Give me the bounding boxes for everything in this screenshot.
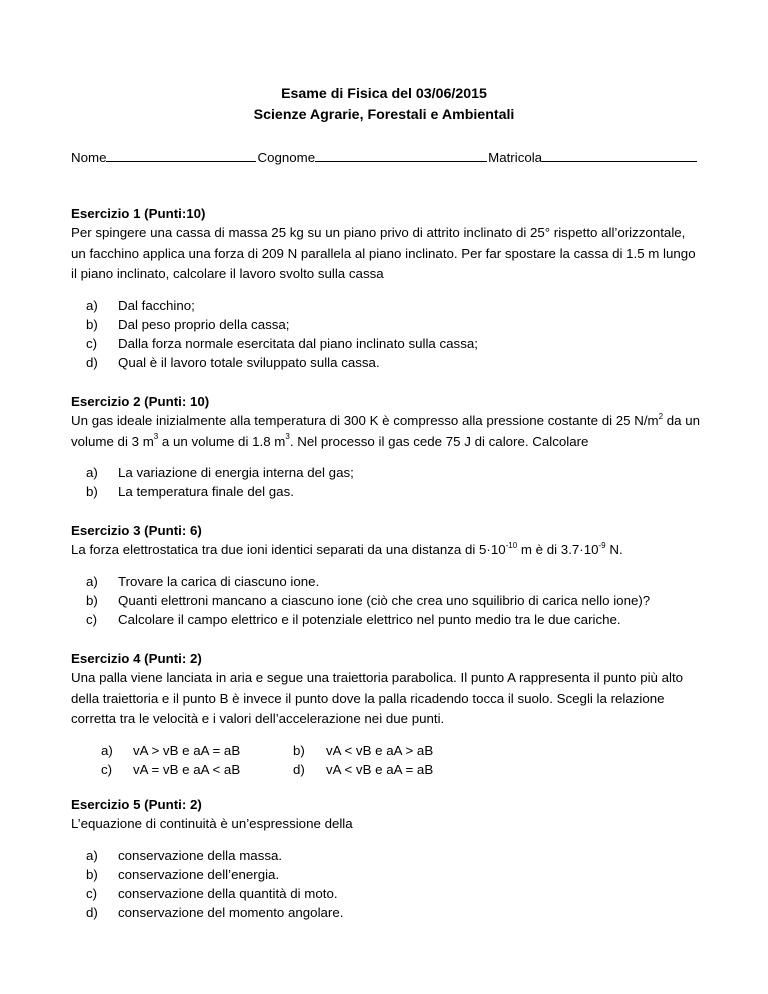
exercise-heading: Esercizio 1 (Punti:10) xyxy=(71,206,206,221)
exercise-heading: Esercizio 4 (Punti: 2) xyxy=(71,651,202,666)
item-letter: c) xyxy=(86,335,98,351)
exercise-2 xyxy=(71,393,701,501)
list-item xyxy=(86,846,701,865)
exercise-text xyxy=(71,540,701,561)
header xyxy=(0,84,768,126)
item-letter: b) xyxy=(86,866,98,882)
superscript: 2 xyxy=(658,411,664,421)
list-item xyxy=(86,482,701,501)
answer-list xyxy=(71,846,701,922)
list-item xyxy=(86,315,701,334)
text-part: a un volume di 1.8 m xyxy=(158,433,286,449)
answer-list xyxy=(71,463,701,501)
list-item xyxy=(86,884,701,903)
answer-list xyxy=(71,572,701,629)
exercise-text xyxy=(71,411,701,452)
exercise-heading: Esercizio 5 (Punti: 2) xyxy=(71,797,202,812)
item-text: conservazione del momento angolare. xyxy=(118,904,344,920)
superscript: 3 xyxy=(153,432,159,442)
text-part: N. xyxy=(605,542,623,557)
answer-grid xyxy=(71,741,701,779)
list-item xyxy=(86,353,701,372)
item-text: Quanti elettroni mancano a ciascuno ione (ciò che crea uno squilibrio di carica nello ione)? xyxy=(118,592,651,608)
student-fields xyxy=(71,150,701,165)
item-text: conservazione della quantità di moto. xyxy=(118,885,338,901)
list-item xyxy=(86,296,701,315)
list-item xyxy=(86,591,701,610)
superscript: -10 xyxy=(505,540,518,550)
name-label: Nome xyxy=(71,150,107,165)
list-item xyxy=(86,572,701,591)
item-letter: d) xyxy=(86,904,98,920)
list-item xyxy=(86,610,701,629)
item-letter: b) xyxy=(86,592,98,608)
item-letter: d) xyxy=(293,761,305,777)
item-letter: c) xyxy=(86,885,98,901)
item-letter: c) xyxy=(101,761,113,777)
text-part: da un volume di 3 m xyxy=(71,413,701,449)
exam-subtitle: Scienze Agrarie, Forestali e Ambientali xyxy=(253,107,515,123)
list-item xyxy=(86,463,701,482)
exercise-heading: Esercizio 2 (Punti: 10) xyxy=(71,394,210,409)
text-part: La forza elettrostatica tra due ioni identici separati da una distanza di 5·10 xyxy=(71,542,506,557)
item-text: vA < vB e aA = aB xyxy=(326,761,434,777)
item-letter: b) xyxy=(86,484,98,499)
answer-row xyxy=(86,760,701,779)
item-text: Qual è il lavoro totale sviluppato sulla cassa. xyxy=(118,354,380,370)
name-blank xyxy=(106,150,256,162)
item-letter: b) xyxy=(86,316,98,332)
text-part: Un gas ideale inizialmente alla temperatura di 300 K è compresso alla pressione costante di 25 N/m xyxy=(71,413,659,428)
superscript: 3 xyxy=(285,432,290,442)
item-text: vA < vB e aA > aB xyxy=(326,742,434,758)
item-text: Dalla forza normale esercitata dal piano inclinato sulla cassa; xyxy=(118,335,478,351)
item-letter: c) xyxy=(86,611,98,627)
text-part: m è di 3.7·10 xyxy=(517,542,599,557)
list-item xyxy=(86,865,701,884)
surname-blank xyxy=(315,150,487,162)
list-item xyxy=(86,903,701,922)
exercise-3 xyxy=(71,522,701,629)
exercise-5 xyxy=(71,796,701,922)
item-letter: a) xyxy=(86,847,98,863)
item-text: La temperatura finale del gas. xyxy=(118,484,294,499)
item-text: Dal peso proprio della cassa; xyxy=(118,316,290,332)
exercise-4 xyxy=(71,650,701,779)
answer-row xyxy=(86,741,701,760)
item-text: Calcolare il campo elettrico e il potenziale elettrico nel punto medio tra le due cariche. xyxy=(118,611,621,627)
matricola-label: Matricola xyxy=(488,150,543,165)
exercise-text: Una palla viene lanciata in aria e segue una traiettoria parabolica. Il punto A rappresenta il punto più alto della traiettoria e il punto B è invece il punto dove la palla ricadendo tocca il suolo. Scegli la relazione corretta tra le velocità e i valori dell’accelerazione nei due punti. xyxy=(71,670,684,726)
item-text: La variazione di energia interna del gas; xyxy=(118,465,354,480)
item-letter: a) xyxy=(86,465,98,480)
item-text: vA = vB e aA < aB xyxy=(133,761,241,777)
item-text: vA > vB e aA = aB xyxy=(133,742,241,758)
matricola-blank xyxy=(542,150,697,162)
exercise-1 xyxy=(71,205,701,372)
item-letter: b) xyxy=(293,742,305,758)
item-text: Trovare la carica di ciascuno ione. xyxy=(118,573,320,589)
surname-label: Cognome xyxy=(257,150,316,165)
item-letter: a) xyxy=(101,742,113,758)
item-letter: d) xyxy=(86,354,98,370)
item-text: Dal facchino; xyxy=(118,297,195,313)
text-part: . Nel processo il gas cede 75 J di calore. Calcolare xyxy=(289,433,589,449)
exercise-text: L’equazione di continuità è un’espressione della xyxy=(71,816,353,831)
exam-title: Esame di Fisica del 03/06/2015 xyxy=(281,86,487,102)
item-letter: a) xyxy=(86,573,98,589)
answer-list xyxy=(71,296,701,372)
item-letter: a) xyxy=(86,297,98,313)
item-text: conservazione della massa. xyxy=(118,847,283,863)
superscript: -9 xyxy=(598,540,606,550)
list-item xyxy=(86,334,701,353)
exercise-heading: Esercizio 3 (Punti: 6) xyxy=(71,523,202,538)
exercise-text: Per spingere una cassa di massa 25 kg su un piano privo di attrito inclinato di 25° rispetto all’orizzontale, un facchino applica una forza di 209 N parallela al piano inclinato. Per far spostare la cassa di 1.5 m lungo il piano inclinato, calcolare il lavoro svolto sulla cassa xyxy=(71,225,696,281)
item-text: conservazione dell’energia. xyxy=(118,866,280,882)
